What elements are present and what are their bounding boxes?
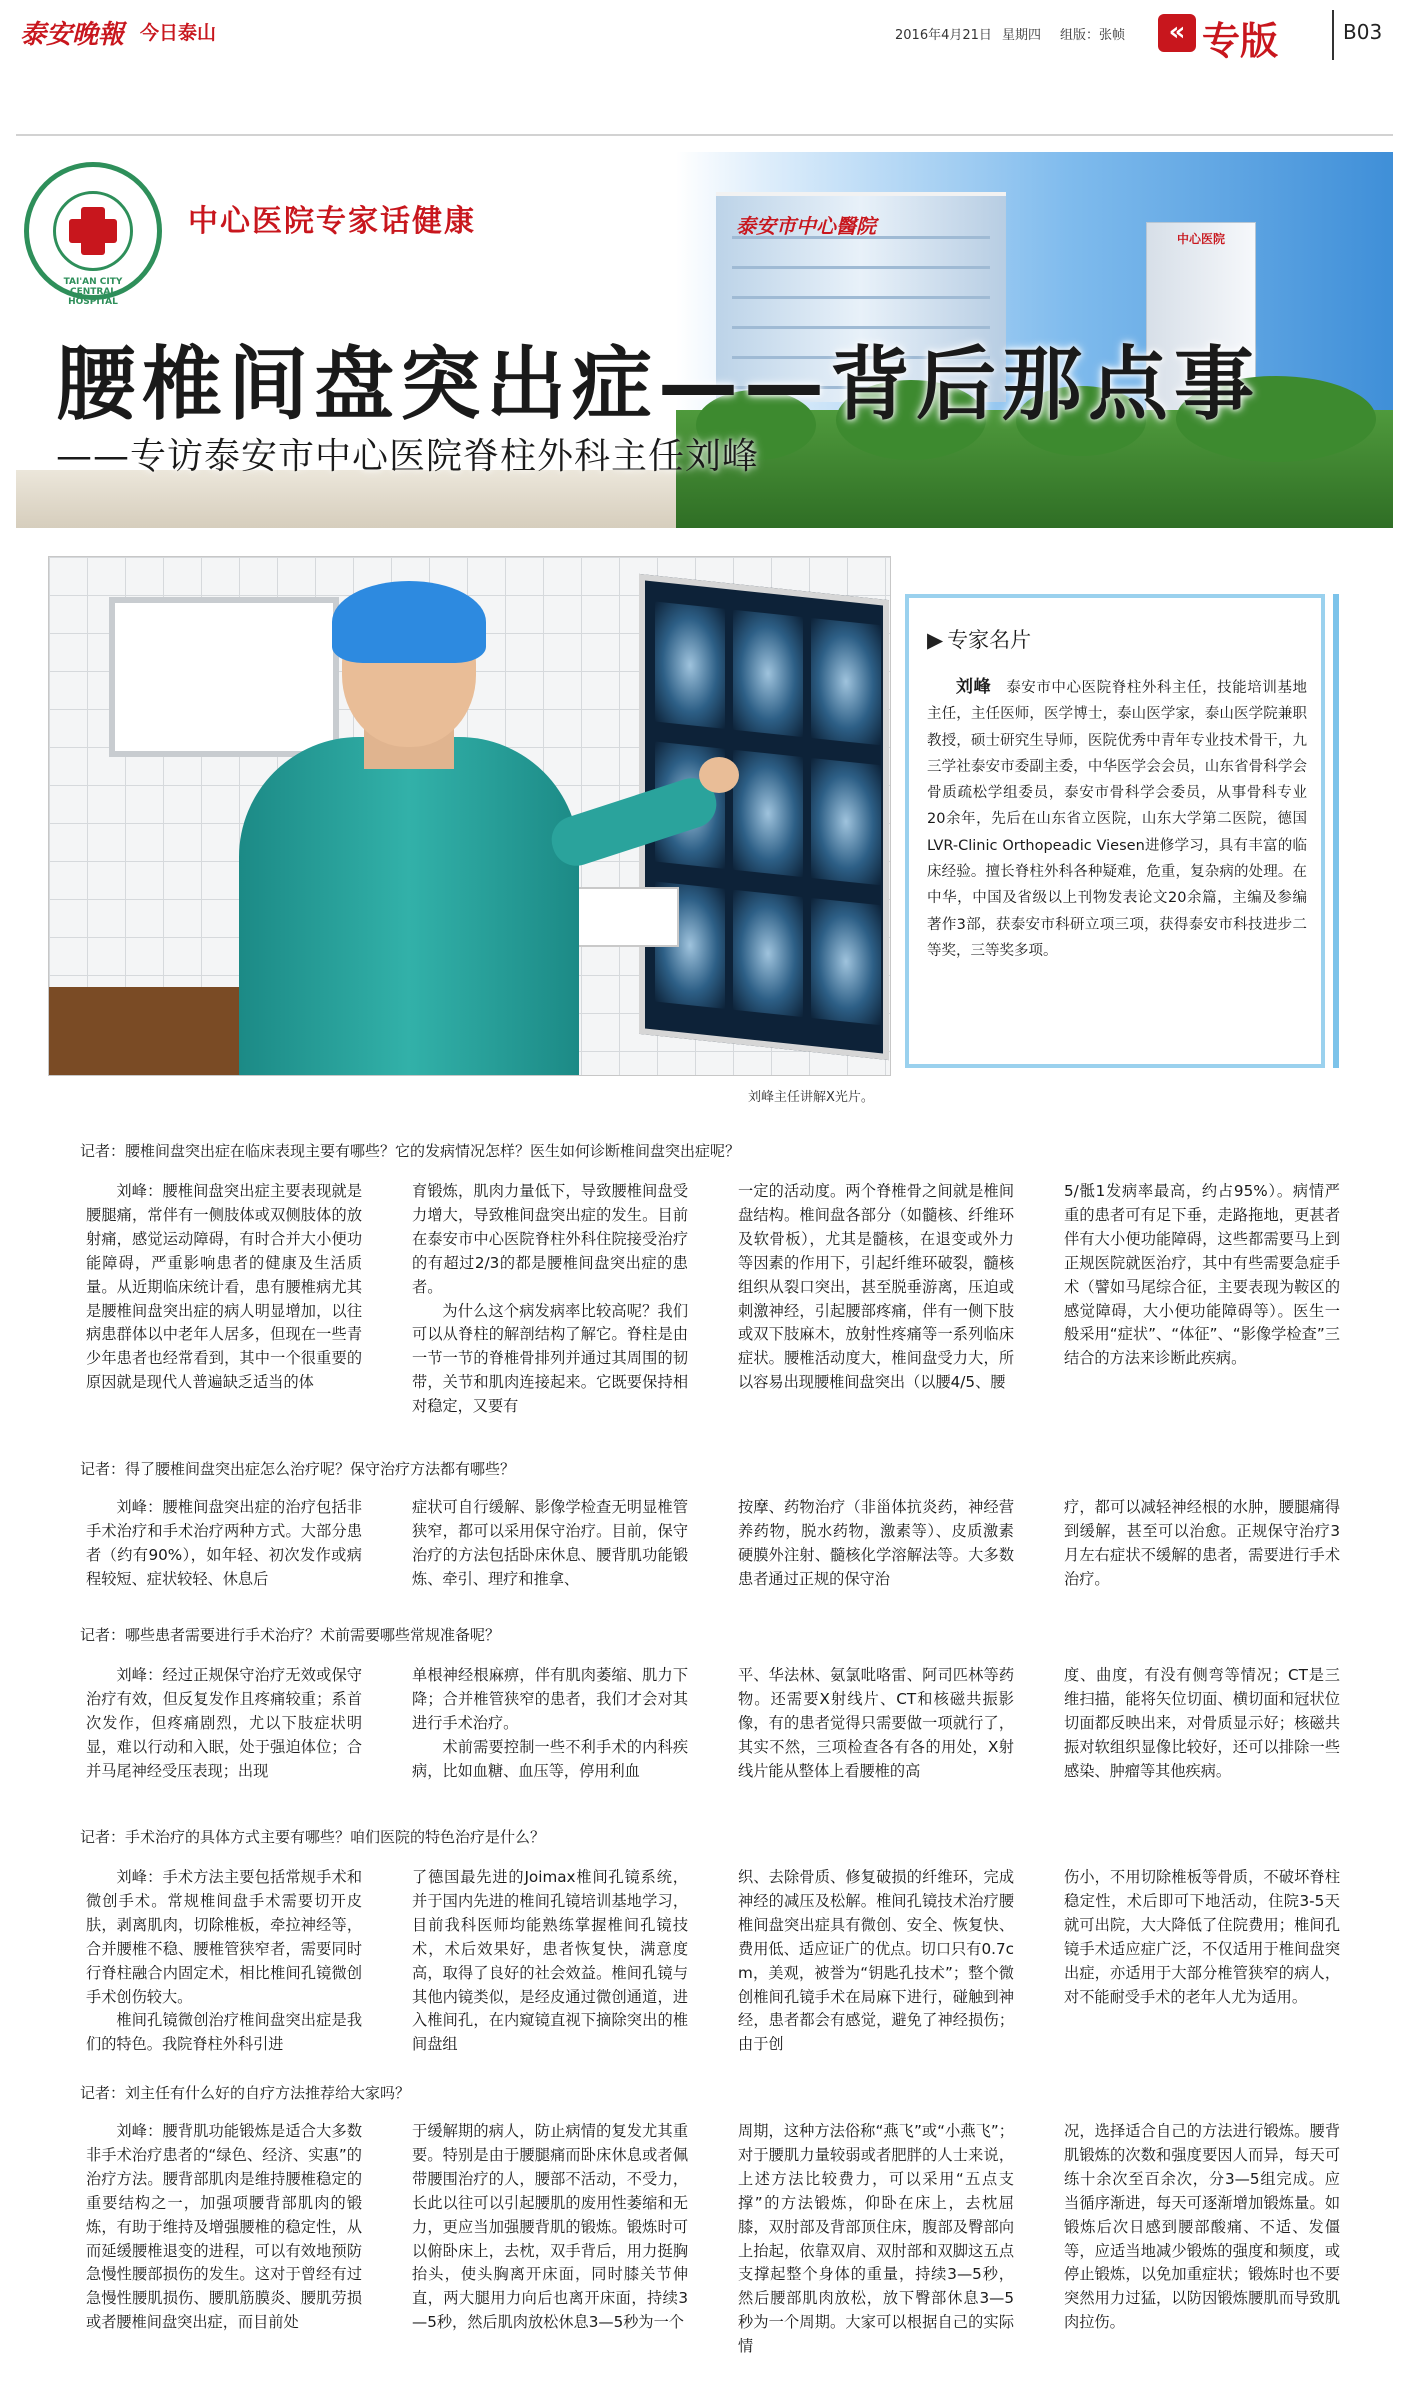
paragraph: 织、去除骨质、修复破损的纤维环，完成神经的减压及松解。椎间孔镜技术治疗腰椎间盘突出症具有微创、安全、恢复快、费用低、适应证广的优点。切口只有0.7cm，美观，被誉为“钥匙孔技术”；整个微创椎间孔镜手术在局麻下进行，碰触到神经，患者都会有感觉，避免了神经损伤；由于创	[738, 1868, 1014, 2054]
page-header	[0, 0, 1409, 80]
paragraph: 按摩、药物治疗（非甾体抗炎药，神经营养药物，脱水药物，激素等）、皮质激素硬膜外注射、髓核化学溶解法等。大多数患者通过正规的保守治	[738, 1498, 1014, 1588]
answer-3-col-2	[412, 1664, 688, 1784]
header-divider	[16, 134, 1393, 136]
answer-4-col-2	[412, 1866, 688, 2057]
page-tag: 专版	[1202, 19, 1279, 63]
answer-5-col-2	[412, 2120, 688, 2335]
paragraph: 为什么这个病发病率比较高呢？我们可以从脊柱的解剖结构了解它。脊柱是由一节一节的脊椎骨排列并通过其周围的韧带，关节和肌肉连接起来。它既要保持相对稳定，又要有	[412, 1301, 688, 1416]
answer-3-col-3	[738, 1664, 1014, 1784]
paragraph: 一定的活动度。两个脊椎骨之间就是椎间盘结构。椎间盘各部分（如髓核、纤维环及软骨板），尤其是髓核，在退变或外力等因素的作用下，引起纤维环破裂，髓核组织从裂口突出，甚至脱垂游离，压迫或刺激神经，引起腰部疼痛，伴有一侧下肢或双下肢麻木，放射性疼痛等一系列临床症状。腰椎活动度大，椎间盘受力大，所以容易出现腰椎间盘突出（以腰4/5、腰	[738, 1182, 1014, 1392]
answer-5-col-3	[738, 2120, 1014, 2359]
article-subheadline: ——专访泰安市中心医院脊柱外科主任刘峰	[56, 436, 760, 477]
paragraph: 疗，都可以减轻神经根的水肿，腰腿痛得到缓解，甚至可以治愈。正规保守治疗3月左右症状不缓解的患者，需要进行手术治疗。	[1064, 1498, 1340, 1588]
banner	[16, 152, 1393, 528]
paragraph: 周期，这种方法俗称“燕飞”或“小燕飞”；对于腰肌力量较弱或者肥胖的人士来说，上述方法比较费力，可以采用“五点支撑”的方法锻炼，仰卧在床上，去枕屈膝，双肘部及背部顶住床，腹部及臀部向上抬起，依靠双肩、双肘部和双脚这五点支撑起整个身体的重量，持续3—5秒，然后腰部肌肉放松，放下臀部休息3—5秒为一个周期。大家可以根据自己的实际情	[738, 2122, 1014, 2356]
hospital-building-sign: 泰安市中心醫院	[736, 214, 876, 238]
paragraph: 单根神经根麻痹，伴有肌肉萎缩、肌力下降；合并椎管狭窄的患者，我们才会对其进行手术治疗。	[412, 1666, 688, 1732]
issue-weekday: 星期四	[1002, 28, 1042, 43]
paragraph: 刘峰：经过正规保守治疗无效或保守治疗有效，但反复发作且疼痛较重；系首次发作，但疼痛剧烈，尤以下肢症状明显，难以行动和入眠，处于强迫体位；合并马尾神经受压表现；出现	[86, 1666, 362, 1780]
question-3: 记者：哪些患者需要进行手术治疗？术前需要哪些常规准备呢？	[80, 1626, 501, 1644]
answer-2-col-3	[738, 1496, 1014, 1592]
answer-2-col-2	[412, 1496, 688, 1592]
paragraph: 术前需要控制一些不利手术的内科疾病，比如血糖、血压等，停用利血	[412, 1737, 688, 1780]
qa-block-3	[80, 1624, 1360, 1780]
paragraph: 平、华法林、氨氯吡咯雷、阿司匹林等药物。还需要X射线片、CT和核磁共振影像，有的患者觉得只需要做一项就行了，其实不然，三项检查各有各的用处，X射线片能从整体上看腰椎的高	[738, 1666, 1014, 1780]
paragraph: 伤小，不用切除椎板等骨质，不破坏脊柱稳定性，术后即可下地活动，住院3-5天就可出院，大大降低了住院费用；椎间孔镜手术适应症广泛，不仅适用于椎间盘突出症，亦适用于大部分椎管狭窄的病人，对不能耐受手术的老年人尤为适用。	[1064, 1868, 1340, 2006]
paragraph: 刘峰：腰椎间盘突出症主要表现就是腰腿痛，常伴有一侧肢体或双侧肢体的放射痛，感觉运动障碍，有时合并大小便功能障碍，严重影响患者的健康及生活质量。从近期临床统计看，患有腰椎病尤其是腰椎间盘突出症的病人明显增加，以往病患群体以中老年人居多，但现在一些青少年患者也经常看到，其中一个很重要的原因就是现代人普遍缺乏适当的体	[86, 1182, 362, 1392]
whiteboard	[109, 597, 339, 757]
answer-1-col-4	[1064, 1180, 1340, 1371]
question-2: 记者：得了腰椎间盘突出症怎么治疗呢？保守治疗方法都有哪些？	[80, 1460, 516, 1478]
doctor-photo	[48, 556, 891, 1076]
doctor-scrubs	[239, 737, 579, 1076]
answer-2-col-1	[86, 1496, 362, 1592]
answer-3-col-1	[86, 1664, 362, 1784]
surgical-cap	[332, 581, 486, 663]
page-number: B03	[1343, 20, 1383, 44]
answer-3-col-4	[1064, 1664, 1340, 1784]
paragraph: 刘峰：手术方法主要包括常规手术和微创手术。常规椎间盘手术需要切开皮肤，剥离肌肉，切除椎板，牵拉神经等，合并腰椎不稳、腰椎管狭窄者，需要同时行脊柱融合内固定术，相比椎间孔镜微创手术创伤较大。	[86, 1868, 362, 2006]
answer-4-col-3	[738, 1866, 1014, 2057]
paragraph: 度、曲度，有没有侧弯等情况；CT是三维扫描，能将矢位切面、横切面和冠状位切面都反映出来，对骨质显示好；核磁共振对软组织显像比较好，还可以排除一些感染、肿瘤等其他疾病。	[1064, 1666, 1340, 1780]
hospital-emblem-logo	[24, 162, 162, 307]
profile-accent-bar	[1333, 594, 1339, 1068]
answer-4-col-4	[1064, 1866, 1340, 2009]
paragraph: 刘峰：腰背肌功能锻炼是适合大多数非手术治疗患者的“绿色、经济、实惠”的治疗方法。腰背部肌肉是维持腰椎稳定的重要结构之一，加强项腰背部肌肉的锻炼，有助于维持及增强腰椎的稳定性，从而延缓腰椎退变的进程，可以有效地预防急慢性腰部损伤的发生。这对于曾经有过急慢性腰肌损伤、腰肌筋膜炎、腰肌劳损或者腰椎间盘突出症，而目前处	[86, 2122, 362, 2332]
series-title: 中心医院专家话健康	[188, 204, 476, 239]
answer-1-col-2	[412, 1180, 688, 1419]
qa-block-2	[80, 1458, 1360, 1588]
profile-body	[927, 674, 1307, 964]
profile-bio: 泰安市中心医院脊柱外科主任，技能培训基地主任，主任医师，医学博士，泰山医学家，泰山医学院兼职教授，硕士研究生导师，医院优秀中青年专业技术骨干，九三学社泰安市委副主委，中华医学会会员，山东省骨科学会骨质疏松学组委员，泰安市骨科学会委员，从事骨科专业20余年，先后在山东省立医院，山东大学第二医院，德国LVR-Clinic Orthopeadic Viesen进修学习，具有丰富的临床经验。擅长脊柱外科各种疑难，危重，复杂病的处理。在中华，中国及省级以上刊物发表论文20余篇，主编及参编著作3部，获泰安市科研立项三项，获得泰安市科技进步二等奖，三等奖多项。	[927, 680, 1308, 959]
basket	[569, 887, 679, 947]
question-1: 记者：腰椎间盘突出症在临床表现主要有哪些？它的发病情况怎样？医生如何诊断椎间盘突出症呢？	[80, 1142, 741, 1160]
profile-name: 刘峰	[956, 677, 992, 697]
triangle-icon: ▶	[927, 628, 944, 652]
photo-caption: 刘峰主任讲解X光片。	[748, 1090, 874, 1105]
issue-date: 2016年4月21日	[895, 28, 992, 43]
answer-2-col-4	[1064, 1496, 1340, 1592]
qa-block-5	[80, 2082, 1360, 2356]
double-chevron-left-icon: «	[1158, 14, 1196, 52]
answer-4-col-1	[86, 1866, 362, 2057]
answer-1-col-1	[86, 1180, 362, 1395]
emblem-ring-text: TAI'AN CITY CENTRAL HOSPITAL	[63, 277, 123, 307]
paragraph: 椎间孔镜微创治疗椎间盘突出症是我们的特色。我院脊柱外科引进	[86, 2011, 362, 2054]
paragraph: 症状可自行缓解、影像学检查无明显椎管狭窄，都可以采用保守治疗。目前，保守治疗的方法包括卧床休息、腰背肌功能锻炼、牵引、理疗和推拿、	[412, 1498, 688, 1588]
profile-heading-text: 专家名片	[947, 628, 1032, 652]
answer-1-col-3	[738, 1180, 1014, 1395]
paragraph: 5/骶1发病率最高，约占95%）。病情严重的患者可有足下垂，走路拖地，更甚者伴有大小便功能障碍，这些都需要马上到正规医院就医治疗，其中有些需要急症手术（譬如马尾综合征，主要表现为鞍区的感觉障碍，大小便功能障碍等）。医生一般采用“症状”、“体征”、“影像学检查”三结合的方法来诊断此疾病。	[1064, 1182, 1340, 1368]
profile-heading	[927, 624, 1031, 654]
article-headline: 腰椎间盘突出症——背后那点事	[56, 338, 1260, 431]
qa-block-4	[80, 1826, 1360, 2054]
paragraph: 于缓解期的病人，防止病情的复发尤其重要。特别是由于腰腿痛而卧床休息或者佩带腰围治疗的人，腰部不活动，不受力，长此以往可以引起腰肌的废用性萎缩和无力，更应当加强腰背肌的锻炼。锻炼时可以俯卧床上，去枕，双手背后，用力挺胸抬头，使头胸离开床面，同时膝关节伸直，两大腿用力向后也离开床面，持续3—5秒，然后肌肉放松休息3—5秒为一个	[412, 2122, 688, 2332]
doctor-hand	[699, 757, 739, 793]
expert-profile-box	[905, 594, 1325, 1068]
qa-block-1	[80, 1140, 1360, 1416]
issue-editor: 组版：张帧	[1060, 28, 1126, 43]
paragraph: 育锻炼，肌肉力量低下，导致腰椎间盘受力增大，导致椎间盘突出症的发生。目前在泰安市中心医院脊柱外科住院接受治疗的有超过2/3的都是腰椎间盘突出症的患者。	[412, 1182, 688, 1296]
section-name: 今日泰山	[140, 22, 217, 44]
paragraph: 刘峰：腰椎间盘突出症的治疗包括非手术治疗和手术治疗两种方式。大部分患者（约有90%），如年轻、初次发作或病程较短、症状较轻、休息后	[86, 1498, 362, 1588]
answer-5-col-4	[1064, 2120, 1340, 2335]
paragraph: 了德国最先进的Joimax椎间孔镜系统，并于国内先进的椎间孔镜培训基地学习，目前我科医师均能熟练掌握椎间孔镜技术，术后效果好，患者恢复快，满意度高，取得了良好的社会效益。椎间孔镜与其他内镜类似，是经皮通过微创通道，进入椎间孔，在内窥镜直视下摘除突出的椎间盘组	[412, 1868, 688, 2054]
page-number-divider	[1332, 10, 1334, 60]
question-5: 记者：刘主任有什么好的自疗方法推荐给大家吗？	[80, 2084, 411, 2102]
answer-5-col-1	[86, 2120, 362, 2335]
paragraph: 况，选择适合自己的方法进行锻炼。腰背肌锻炼的次数和强度要因人而异，每天可练十余次至百余次，分3—5组完成。应当循序渐进，每天可逐渐增加锻炼量。如锻炼后次日感到腰部酸痛、不适、发僵等，应适当地减少锻炼的强度和频度，或停止锻炼，以免加重症状；锻炼时也不要突然用力过猛，以防因锻炼腰肌而导致肌肉拉伤。	[1064, 2122, 1340, 2332]
hospital-tower-sign: 中心医院	[1176, 232, 1225, 246]
question-4: 记者：手术治疗的具体方式主要有哪些？咱们医院的特色治疗是什么？	[80, 1828, 546, 1846]
masthead-logo: 泰安晚報	[20, 20, 125, 50]
